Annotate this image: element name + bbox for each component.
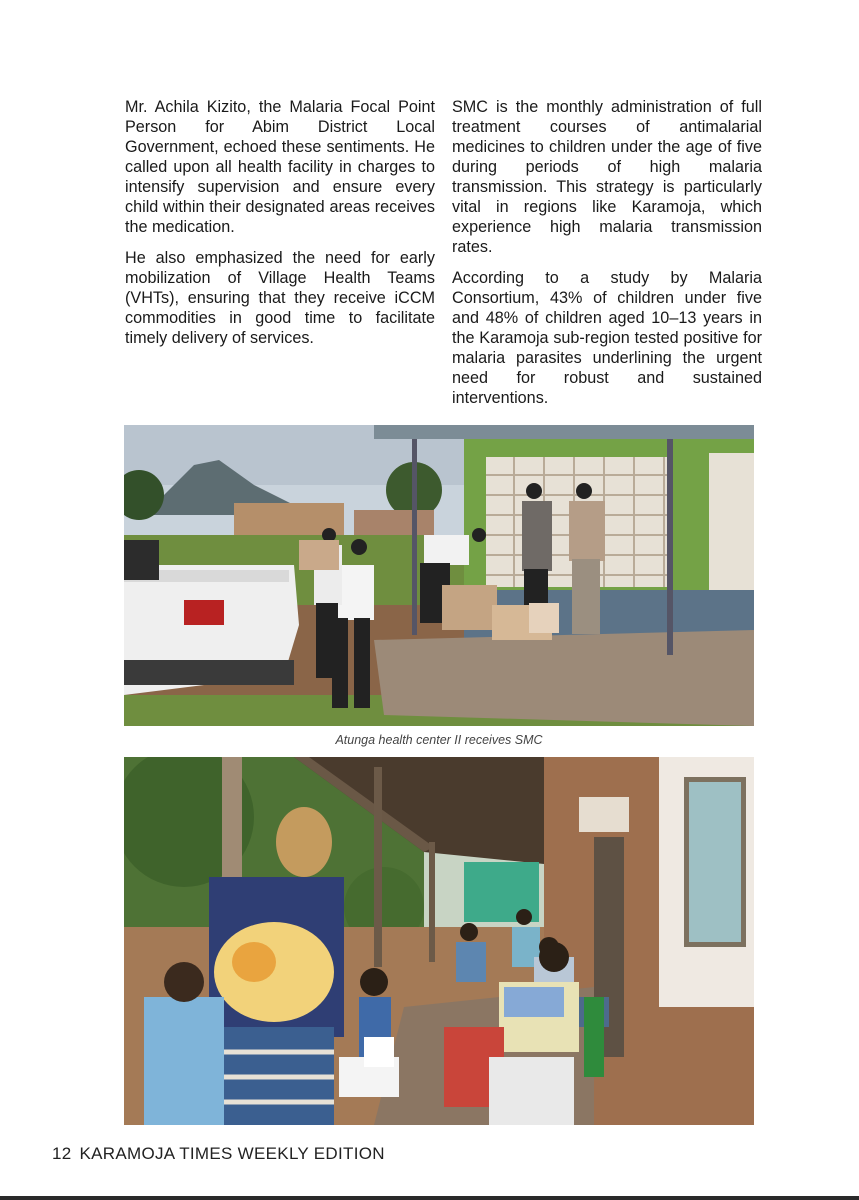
publication-name: KARAMOJA TIMES WEEKLY EDITION: [79, 1144, 385, 1163]
paragraph: According to a study by Malaria Consortium, 43% of children under five and 48% of children aged 10–13 years in the Karamoja sub-region tested positive for malaria parasites underlining the urgent need for robust and sustained interventions.: [452, 269, 762, 407]
photo-smc-delivery: [124, 425, 754, 726]
paragraph: SMC is the monthly administration of full treatment courses of antimalarial medicines to children under the age of five during periods of high malaria transmission. This strategy is particularly vital in regions like Karamoja, which experience high malaria transmission rates.: [452, 98, 762, 256]
page-footer: [52, 1144, 385, 1164]
bottom-divider: [0, 1196, 859, 1200]
article-right-column: [452, 97, 762, 419]
photo-caption: Atunga health center II receives SMC: [335, 733, 543, 747]
paragraph: He also emphasized the need for early mobilization of Village Health Teams (VHTs), ensuring that they receive iCCM commodities in good time to facilitate timely delivery of services.: [125, 249, 435, 347]
page-number: 12: [52, 1144, 72, 1163]
paragraph: Mr. Achila Kizito, the Malaria Focal Point Person for Abim District Local Government, echoed these sentiments. He called upon all health facility in charges to intensify supervision and ensure every child within their designated areas receives the medication.: [125, 98, 435, 236]
photo-health-center-veranda: [124, 757, 754, 1125]
article-left-column: [125, 97, 435, 359]
